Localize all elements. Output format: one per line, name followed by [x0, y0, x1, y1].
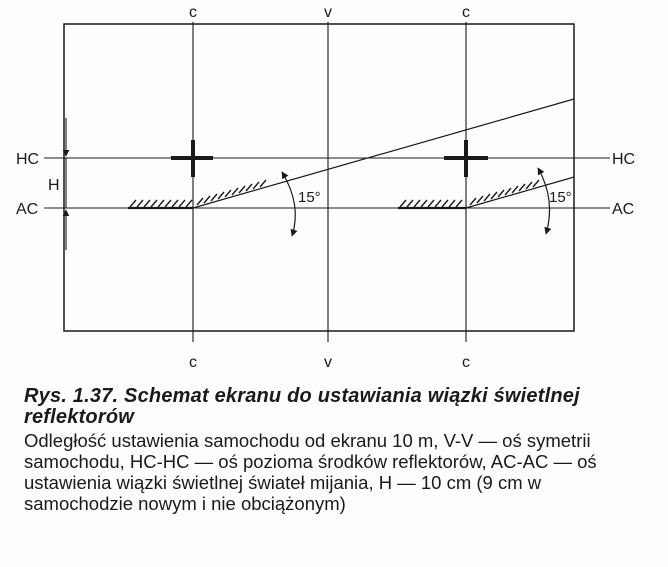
- label-angle-right: 15°: [549, 189, 572, 206]
- screen-frame: [64, 24, 574, 331]
- label-c-bottom-left: c: [189, 354, 197, 371]
- right-headlamp-center-mark: [444, 140, 488, 177]
- label-c-bottom-right: c: [462, 354, 470, 371]
- label-h: H: [48, 177, 60, 194]
- label-hc-right: HC: [612, 151, 636, 168]
- left-headlamp-center-mark: [171, 140, 213, 177]
- label-c-top-left: c: [189, 4, 197, 21]
- right-angle-arc: [538, 168, 550, 234]
- label-ac-right: AC: [612, 201, 635, 218]
- caption-title: Rys. 1.37. Schemat ekranu do ustawiania wiązki świetlnej reflektorów: [24, 385, 580, 428]
- label-hc-left: HC: [16, 151, 40, 168]
- label-ac-left: AC: [16, 201, 39, 218]
- caption-body: Odległość ustawienia samochodu od ekranu 10 m, V-V — oś symetrii samochodu, HC-HC — oś pozioma środków reflektorów, AC-AC — oś ustawienia wiązki świetlnej świateł mijania, H — 10 cm (9 cm w samochodzie nowym i nie obciążonym): [24, 430, 597, 514]
- label-v-top: v: [324, 4, 332, 21]
- label-c-top-right: c: [462, 4, 470, 21]
- label-angle-left: 15°: [298, 189, 321, 206]
- figure-caption: [24, 386, 654, 514]
- label-v-bottom: v: [324, 354, 332, 371]
